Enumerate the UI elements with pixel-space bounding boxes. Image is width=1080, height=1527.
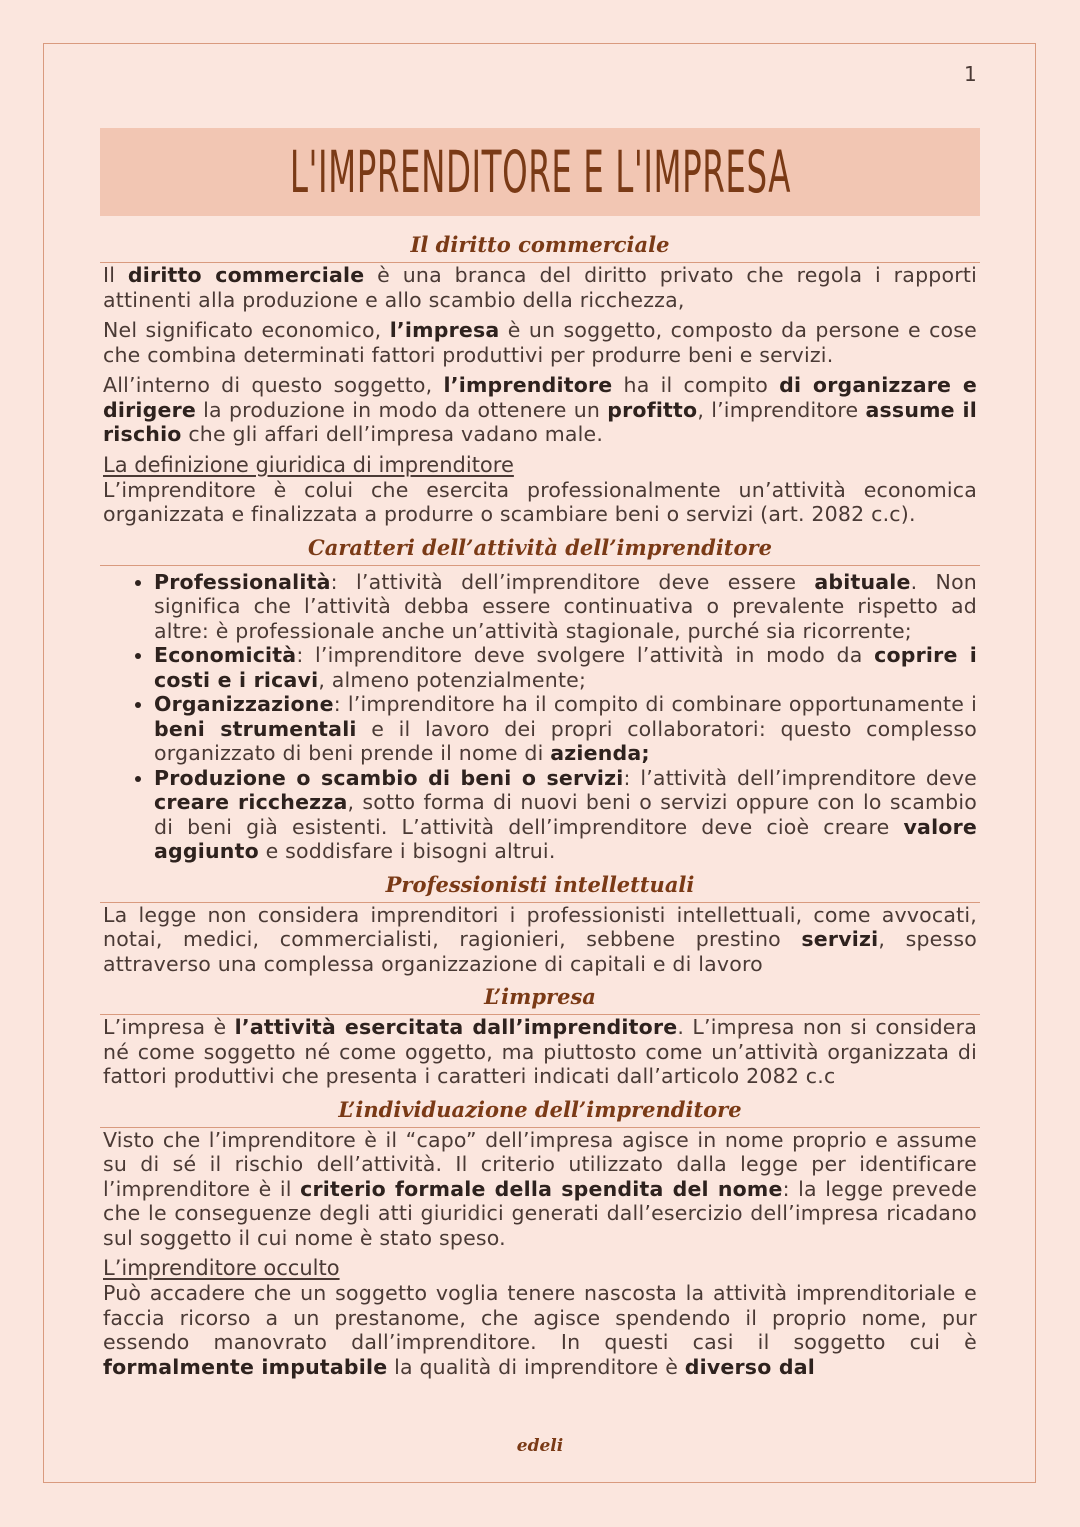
section-heading-individuazione: L’individuazione dell’imprenditore (100, 1095, 980, 1128)
paragraph-imprenditore-occulto: Può accadere che un soggetto voglia tenere nascosta la attività imprenditoriale e faccia ricorso a un prestanome, che agisce spendendo il proprio nome, pur essendo manovrato dall’imprenditore. In questi casi il soggetto cui è formalmente imputabile la qualità di imprenditore è diverso dal (103, 1281, 977, 1379)
subheading-imprenditore-occulto: L’imprenditore occulto (103, 1256, 340, 1280)
paragraph-diritto-commerciale: Il diritto commerciale è una branca del diritto privato che regola i rapporti attinenti alla produzione e allo scambio della ricchezza, (103, 263, 977, 312)
caratteri-list (100, 570, 977, 864)
list-item-produzione: • Produzione o scambio di beni o servizi: l’attività dell’imprenditore deve creare ricchezza, sotto forma di nuovi beni o servizi oppure con lo scambio di beni già esistenti. L’attività dell’imprenditore deve cioè creare valore aggiunto e soddisfare i bisogni altrui. (154, 766, 977, 864)
page-number: 1 (964, 62, 977, 86)
section-heading-impresa: L’impresa (100, 982, 980, 1015)
paragraph-individuazione: Visto che l’imprenditore è il “capo” dell’impresa agisce in nome proprio e assume su di sé il rischio dell’attività. Il criterio utilizzato dalla legge per identificare l’imprenditore è il criterio formale della spendita del nome: la legge prevede che le conseguenze degli atti giuridici generati dall’esercizio dell’impresa ricadano sul soggetto il cui nome è stato speso. (103, 1127, 978, 1250)
paragraph-definizione: L’imprenditore è colui che esercita professionalmente un’attività economica organizzata e finalizzata a produrre o scambiare beni o servizi (art. 2082 c.c). (103, 477, 977, 526)
list-item-professionalita: • Professionalità: l’attività dell’imprenditore deve essere abituale. Non significa che l’attività debba essere continuativa o prevalente rispetto ad altre: è professionale anche un’attività stagionale, purché sia ricorrente; (154, 570, 977, 644)
list-item-economicita: • Economicità: l’imprenditore deve svolgere l’attività in modo da coprire i costi e i ricavi, almeno potenzialmente; (154, 643, 977, 692)
section-heading-professionisti: Professionisti intellettuali (100, 870, 980, 903)
section-heading-diritto-commerciale: Il diritto commerciale (100, 230, 980, 263)
paragraph-imprenditore-compito: All’interno di questo soggetto, l’imprenditore ha il compito di organizzare e dirigere la produzione in modo da ottenere un profitto, l’imprenditore assume il rischio che gli affari dell’impresa vadano male. (103, 373, 977, 446)
document-body (100, 230, 980, 1385)
title-banner (100, 128, 980, 216)
paragraph-impresa-significato: Nel significato economico, l’impresa è un soggetto, composto da persone e cose che combina determinati fattori produttivi per produrre beni e servizi. (103, 318, 977, 367)
section-heading-caratteri: Caratteri dell’attività dell’imprenditore (100, 533, 980, 566)
subheading-definizione-giuridica: La definizione giuridica di imprenditore (103, 452, 514, 477)
footer-signature: edeli (516, 1436, 564, 1456)
paragraph-impresa: L’impresa è l’attività esercitata dall’imprenditore. L’impresa non si considera né come soggetto né come oggetto, ma piuttosto come un’attività organizzata di fattori produttivi che presenta i caratteri indicati dall’articolo 2082 c.c (103, 1015, 977, 1088)
page-title: L'IMPRENDITORE E L'IMPRESA (289, 138, 791, 206)
paragraph-professionisti: La legge non considera imprenditori i professionisti intellettuali, come avvocati, notai, medici, commercialisti, ragionieri, sebbene prestino servizi, spesso attraverso una complessa organizzazione di capitali e di lavoro (103, 902, 978, 976)
list-item-organizzazione: • Organizzazione: l’imprenditore ha il compito di combinare opportunamente i beni strumentali e il lavoro dei propri collaboratori: questo complesso organizzato di beni prende il nome di azienda; (154, 692, 977, 766)
